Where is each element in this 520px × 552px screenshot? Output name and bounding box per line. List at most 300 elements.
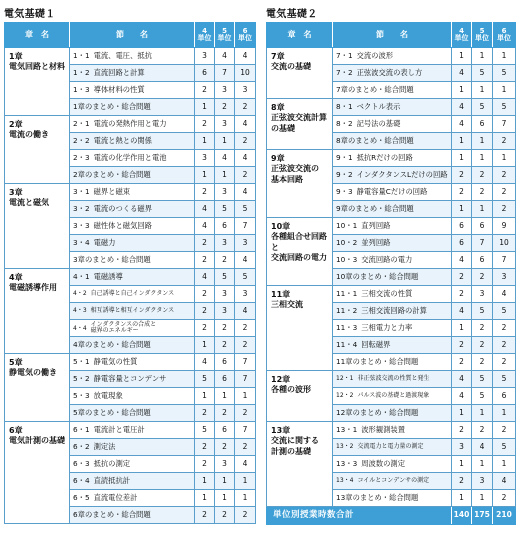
- table-row: [267, 422, 516, 439]
- section-number: 12・2: [336, 391, 354, 399]
- hours-u5: 3: [215, 456, 235, 473]
- section-title: 8章のまとめ・総合問題: [336, 135, 414, 145]
- section-title: 電流の発熱作用と電力: [93, 118, 167, 128]
- section-cell: [333, 184, 452, 201]
- section-cell: [70, 252, 195, 269]
- section-title: 1章のまとめ・総合問題: [73, 101, 151, 111]
- table-row: [267, 286, 516, 303]
- hours-u6: 4: [235, 48, 256, 65]
- section-number: 4・3: [73, 306, 87, 314]
- hours-u5: 5: [472, 65, 493, 82]
- hours-u5: 5: [472, 303, 493, 320]
- hours-u4: 1: [195, 473, 215, 490]
- section-header: 節 名: [333, 23, 452, 48]
- section-cell: [70, 48, 195, 65]
- section-number: 10・1: [336, 220, 358, 230]
- section-title: 自己誘導と自己インダクタンス: [90, 289, 175, 297]
- hours-u4: 2: [452, 286, 472, 303]
- section-cell: [333, 439, 452, 456]
- hours-u4: 1: [452, 150, 472, 167]
- hours-u5: 1: [215, 473, 235, 490]
- section-number: 3・1: [73, 186, 90, 196]
- hours-u4: 2: [195, 286, 215, 303]
- hours-u6: 4: [235, 252, 256, 269]
- hours-u6: 4: [493, 473, 516, 490]
- hours-u5: 6: [215, 354, 235, 371]
- section-number: 2・1: [73, 118, 90, 128]
- total-u6: 210: [493, 507, 516, 525]
- hours-u4: 2: [195, 405, 215, 422]
- hours-u5: 1: [472, 405, 493, 422]
- hours-u4: 2: [452, 269, 472, 286]
- hours-u4: 1: [195, 167, 215, 184]
- section-title: インダクタンスの合成と 磁界のエネルギー: [90, 321, 157, 334]
- chapter-name: 4章 電磁誘導作用: [5, 269, 70, 354]
- hours-u4: 3: [452, 439, 472, 456]
- hours-u6: 2: [235, 507, 256, 524]
- hours-u4: 2: [452, 337, 472, 354]
- section-cell: [70, 286, 195, 303]
- section-cell: [333, 388, 452, 405]
- section-number: 13・3: [336, 458, 358, 468]
- section-cell: [70, 218, 195, 235]
- hours-u4: 1: [452, 133, 472, 150]
- section-title: 直列回路: [361, 220, 391, 230]
- hours-u4: 3: [195, 150, 215, 167]
- section-cell: [70, 116, 195, 133]
- hours-u5: 1: [472, 133, 493, 150]
- table-row: [267, 150, 516, 167]
- section-number: 1・1: [73, 50, 90, 60]
- section-title: 交流電力と電力量の測定: [357, 442, 424, 450]
- section-cell: [333, 116, 452, 133]
- section-cell: [70, 201, 195, 218]
- section-cell: [333, 337, 452, 354]
- section-title: 静電容量Cだけの回路: [356, 186, 428, 196]
- section-cell: [333, 320, 452, 337]
- hours-u5: 2: [472, 184, 493, 201]
- hours-u4: 1: [452, 405, 472, 422]
- hours-u5: 2: [472, 422, 493, 439]
- table-row: [5, 48, 256, 65]
- section-cell: [333, 133, 452, 150]
- hours-u5: 6: [215, 218, 235, 235]
- hours-u4: 1: [452, 320, 472, 337]
- section-cell: [70, 184, 195, 201]
- chapter-name: 7章 交流の基礎: [267, 48, 333, 99]
- section-cell: [333, 252, 452, 269]
- section-title: 磁界と磁束: [93, 186, 131, 196]
- hours-u5: 1: [472, 201, 493, 218]
- section-cell: [70, 337, 195, 354]
- section-cell: [333, 235, 452, 252]
- section-title: 三相電力と力率: [361, 322, 413, 332]
- hours-u6: 4: [235, 184, 256, 201]
- hours-u6: 2: [235, 337, 256, 354]
- hours-u6: 2: [493, 337, 516, 354]
- section-number: 6・2: [73, 441, 90, 451]
- hours-u6: 10: [493, 235, 516, 252]
- hours-u5: 2: [472, 337, 493, 354]
- section-cell: [70, 269, 195, 286]
- hours-u5: 1: [215, 167, 235, 184]
- section-cell: [333, 48, 452, 65]
- chapter-header: 章 名: [5, 23, 70, 48]
- hours-u4: 1: [195, 337, 215, 354]
- section-number: 1・3: [73, 84, 90, 94]
- hours-u5: 6: [215, 422, 235, 439]
- hours-u5: 3: [215, 286, 235, 303]
- section-title: 4章のまとめ・総合問題: [73, 339, 151, 349]
- hours-u6: 2: [235, 99, 256, 116]
- hours-u5: 3: [215, 116, 235, 133]
- section-cell: [70, 133, 195, 150]
- chapter-name: 1章 電気回路と材料: [5, 48, 70, 116]
- book1-title: 電気基礎１: [4, 9, 56, 20]
- section-title: 電流、電圧、抵抗: [93, 50, 152, 60]
- section-title: 9章のまとめ・総合問題: [336, 203, 414, 213]
- section-title: 測定法: [93, 441, 116, 451]
- hours-u4: 1: [195, 490, 215, 507]
- hours-u5: 5: [472, 388, 493, 405]
- section-title: 電流と熱との関係: [93, 135, 152, 145]
- section-title: 10章のまとめ・総合問題: [336, 271, 419, 281]
- hours-u5: 6: [215, 371, 235, 388]
- hours-u6: 2: [493, 201, 516, 218]
- section-cell: [70, 82, 195, 99]
- section-title: パルス波の基礎と過渡現象: [357, 391, 430, 399]
- section-title: 周波数の測定: [361, 458, 406, 468]
- section-cell: [70, 388, 195, 405]
- book2-header-row: [267, 23, 516, 48]
- hours-u6: 2: [493, 490, 516, 507]
- section-title: 3章のまとめ・総合問題: [73, 254, 151, 264]
- section-title: 直流回路と計算: [93, 67, 145, 77]
- hours-u4: 6: [452, 218, 472, 235]
- hours-u6: 2: [493, 320, 516, 337]
- hours-u6: 7: [235, 371, 256, 388]
- section-number: 3・2: [73, 203, 90, 213]
- section-cell: [70, 371, 195, 388]
- section-number: 11・2: [336, 305, 358, 315]
- section-number: 10・3: [336, 254, 358, 264]
- hours-u4: 6: [452, 235, 472, 252]
- section-number: 6・3: [73, 458, 90, 468]
- section-title: 6章のまとめ・総合問題: [73, 509, 151, 519]
- hours-u4: 1: [452, 456, 472, 473]
- section-title: 磁性体と磁気回路: [93, 220, 152, 230]
- hours-u5: 2: [215, 99, 235, 116]
- unit-header-u4: 4 単位: [452, 23, 472, 48]
- hours-u5: 3: [215, 235, 235, 252]
- section-number: 10・2: [336, 237, 358, 247]
- hours-u6: 4: [235, 303, 256, 320]
- section-title: 電流のつくる磁界: [93, 203, 152, 213]
- section-number: 12・1: [336, 374, 354, 382]
- hours-u6: 1: [493, 48, 516, 65]
- hours-u4: 1: [195, 133, 215, 150]
- hours-u5: 1: [472, 82, 493, 99]
- hours-u6: 2: [493, 422, 516, 439]
- table-row: [5, 269, 256, 286]
- chapter-header: 章 名: [267, 23, 333, 48]
- section-title: 12章のまとめ・総合問題: [336, 407, 419, 417]
- hours-u4: 5: [195, 371, 215, 388]
- hours-u6: 2: [235, 320, 256, 337]
- hours-u6: 5: [493, 99, 516, 116]
- hours-u4: 1: [195, 388, 215, 405]
- section-number: 4・2: [73, 289, 87, 297]
- hours-u5: 4: [472, 439, 493, 456]
- hours-u5: 2: [472, 354, 493, 371]
- section-title: 電磁誘導: [93, 271, 123, 281]
- section-number: 8・1: [336, 101, 353, 111]
- section-title: 相互誘導と相互インダクタンス: [90, 306, 175, 314]
- section-number: 5・1: [73, 356, 90, 366]
- section-cell: [70, 167, 195, 184]
- hours-u6: 7: [235, 218, 256, 235]
- section-title: 記号法の基礎: [356, 118, 401, 128]
- chapter-name: 12章 各種の波形: [267, 371, 333, 422]
- section-number: 7・1: [336, 50, 353, 60]
- section-title: 電磁力: [93, 237, 116, 247]
- hours-u5: 2: [472, 269, 493, 286]
- section-cell: [70, 65, 195, 82]
- hours-u4: 4: [452, 65, 472, 82]
- hours-u4: 2: [195, 252, 215, 269]
- hours-u4: 4: [452, 303, 472, 320]
- section-title: 回転磁界: [361, 339, 391, 349]
- hours-u5: 2: [215, 337, 235, 354]
- section-number: 2・3: [73, 152, 90, 162]
- section-cell: [70, 354, 195, 371]
- hours-u4: 1: [452, 490, 472, 507]
- total-row: [267, 507, 516, 525]
- hours-u5: 1: [472, 456, 493, 473]
- section-number: 3・4: [73, 237, 90, 247]
- hours-u6: 2: [493, 167, 516, 184]
- section-title: ベクトル表示: [356, 101, 401, 111]
- hours-u5: 2: [472, 320, 493, 337]
- section-cell: [70, 507, 195, 524]
- hours-u6: 1: [493, 456, 516, 473]
- section-title: 7章のまとめ・総合問題: [336, 84, 414, 94]
- section-cell: [333, 201, 452, 218]
- section-cell: [333, 371, 452, 388]
- table-row: [5, 116, 256, 133]
- section-number: 6・4: [73, 475, 90, 485]
- hours-u4: 2: [195, 439, 215, 456]
- section-title: 静電容量とコンデンサ: [93, 373, 167, 383]
- hours-u5: 5: [472, 371, 493, 388]
- book1-header-row: [5, 23, 256, 48]
- section-cell: [333, 405, 452, 422]
- section-cell: [70, 150, 195, 167]
- section-cell: [70, 473, 195, 490]
- hours-u5: 5: [215, 269, 235, 286]
- hours-u6: 2: [235, 405, 256, 422]
- hours-u6: 10: [235, 65, 256, 82]
- hours-u5: 7: [215, 65, 235, 82]
- section-title: 非正弦波交流の性質と発生: [357, 374, 430, 382]
- section-title: インダクタンスLだけの回路: [356, 169, 448, 179]
- hours-u5: 6: [472, 252, 493, 269]
- section-title: 正弦波交流の表し方: [356, 67, 423, 77]
- hours-u5: 3: [215, 82, 235, 99]
- section-cell: [70, 99, 195, 116]
- hours-u5: 3: [472, 286, 493, 303]
- hours-u6: 4: [493, 286, 516, 303]
- hours-u5: 1: [215, 388, 235, 405]
- hours-u6: 1: [493, 150, 516, 167]
- hours-u4: 4: [452, 116, 472, 133]
- section-number: 1・2: [73, 67, 90, 77]
- hours-u6: 3: [493, 269, 516, 286]
- hours-u6: 4: [235, 150, 256, 167]
- section-cell: [333, 286, 452, 303]
- hours-u5: 3: [215, 184, 235, 201]
- section-number: 11・4: [336, 339, 358, 349]
- hours-u5: 2: [215, 320, 235, 337]
- section-number: 2・2: [73, 135, 90, 145]
- section-title: 13章のまとめ・総合問題: [336, 492, 419, 502]
- hours-u4: 4: [452, 371, 472, 388]
- section-title: 静電気の性質: [93, 356, 138, 366]
- section-header: 節 名: [70, 23, 195, 48]
- total-label: 単位別授業時数合計: [267, 507, 452, 525]
- hours-u6: 5: [493, 371, 516, 388]
- hours-u5: 2: [215, 252, 235, 269]
- hours-u5: 5: [215, 201, 235, 218]
- hours-u5: 2: [215, 405, 235, 422]
- section-title: 2章のまとめ・総合問題: [73, 169, 151, 179]
- total-u5: 175: [472, 507, 493, 525]
- unit-header-u5: 5 単位: [472, 23, 493, 48]
- hours-u6: 2: [493, 133, 516, 150]
- section-cell: [333, 65, 452, 82]
- section-number: 7・2: [336, 67, 353, 77]
- hours-u4: 2: [452, 422, 472, 439]
- hours-u6: 1: [235, 388, 256, 405]
- hours-u5: 2: [472, 167, 493, 184]
- section-title: 電流計と電圧計: [93, 424, 145, 434]
- table-row: [267, 218, 516, 235]
- section-number: 5・3: [73, 390, 90, 400]
- hours-u6: 1: [493, 82, 516, 99]
- chapter-name: 8章 正弦波交流計算 の基礎: [267, 99, 333, 150]
- book2-table: [266, 22, 516, 525]
- hours-u4: 1: [452, 48, 472, 65]
- section-title: 11章のまとめ・総合問題: [336, 356, 419, 366]
- table-row: [5, 422, 256, 439]
- hours-u4: 4: [452, 388, 472, 405]
- book1-table: [4, 22, 256, 524]
- hours-u5: 3: [472, 473, 493, 490]
- section-title: 波形観測装置: [361, 424, 406, 434]
- section-cell: [70, 490, 195, 507]
- hours-u6: 1: [235, 473, 256, 490]
- section-cell: [333, 422, 452, 439]
- section-number: 6・1: [73, 424, 90, 434]
- hours-u4: 2: [452, 354, 472, 371]
- hours-u4: 3: [195, 48, 215, 65]
- chapter-name: 6章 電気計測の基礎: [5, 422, 70, 524]
- hours-u4: 1: [195, 99, 215, 116]
- section-cell: [333, 303, 452, 320]
- hours-u5: 2: [215, 439, 235, 456]
- hours-u4: 2: [452, 167, 472, 184]
- hours-u6: 3: [235, 235, 256, 252]
- hours-u4: 4: [195, 218, 215, 235]
- section-cell: [333, 167, 452, 184]
- hours-u5: 1: [472, 490, 493, 507]
- section-title: 三相交流の性質: [361, 288, 413, 298]
- section-cell: [70, 456, 195, 473]
- book2-title: 電気基礎２: [266, 9, 318, 20]
- hours-u5: 1: [215, 490, 235, 507]
- hours-u4: 2: [452, 184, 472, 201]
- hours-u4: 2: [195, 235, 215, 252]
- section-number: 9・2: [336, 169, 353, 179]
- unit-header-u6: 6 単位: [493, 23, 516, 48]
- section-cell: [333, 456, 452, 473]
- section-cell: [333, 354, 452, 371]
- hours-u5: 5: [472, 99, 493, 116]
- hours-u6: 5: [493, 65, 516, 82]
- section-cell: [333, 218, 452, 235]
- section-title: 5章のまとめ・総合問題: [73, 407, 151, 417]
- hours-u4: 2: [195, 320, 215, 337]
- hours-u6: 5: [235, 201, 256, 218]
- hours-u6: 6: [493, 388, 516, 405]
- hours-u4: 2: [195, 303, 215, 320]
- hours-u6: 2: [235, 133, 256, 150]
- hours-u5: 1: [472, 48, 493, 65]
- unit-header-u4: 4 単位: [195, 23, 215, 48]
- section-cell: [70, 439, 195, 456]
- section-title: 直読抵抗計: [93, 475, 131, 485]
- chapter-name: 2章 電流の働き: [5, 116, 70, 184]
- hours-u5: 6: [472, 218, 493, 235]
- hours-u4: 4: [452, 99, 472, 116]
- table-row: [5, 184, 256, 201]
- chapter-name: 5章 静電気の働き: [5, 354, 70, 422]
- chapter-name: 11章 三相交流: [267, 286, 333, 371]
- chapter-name: 9章 正弦波交流の 基本回路: [267, 150, 333, 218]
- hours-u4: 1: [452, 82, 472, 99]
- section-number: 5・2: [73, 373, 90, 383]
- section-title: 放電現象: [93, 390, 123, 400]
- table-row: [267, 371, 516, 388]
- hours-u6: 2: [493, 184, 516, 201]
- section-number: 13・1: [336, 424, 358, 434]
- section-number: 4・4: [73, 324, 87, 332]
- hours-u4: 2: [452, 473, 472, 490]
- section-number: 11・3: [336, 322, 358, 332]
- hours-u6: 2: [235, 167, 256, 184]
- chapter-name: 3章 電流と磁気: [5, 184, 70, 269]
- section-cell: [333, 99, 452, 116]
- section-title: 電流の化学作用と電池: [93, 152, 167, 162]
- hours-u6: 7: [235, 422, 256, 439]
- hours-u4: 2: [195, 82, 215, 99]
- section-title: 抵抗Rだけの回路: [356, 152, 413, 162]
- unit-header-u6: 6 単位: [235, 23, 256, 48]
- section-title: 三相交流回路の計算: [361, 305, 427, 315]
- hours-u5: 2: [215, 507, 235, 524]
- section-title: 直流電位差計: [93, 492, 138, 502]
- hours-u6: 3: [235, 286, 256, 303]
